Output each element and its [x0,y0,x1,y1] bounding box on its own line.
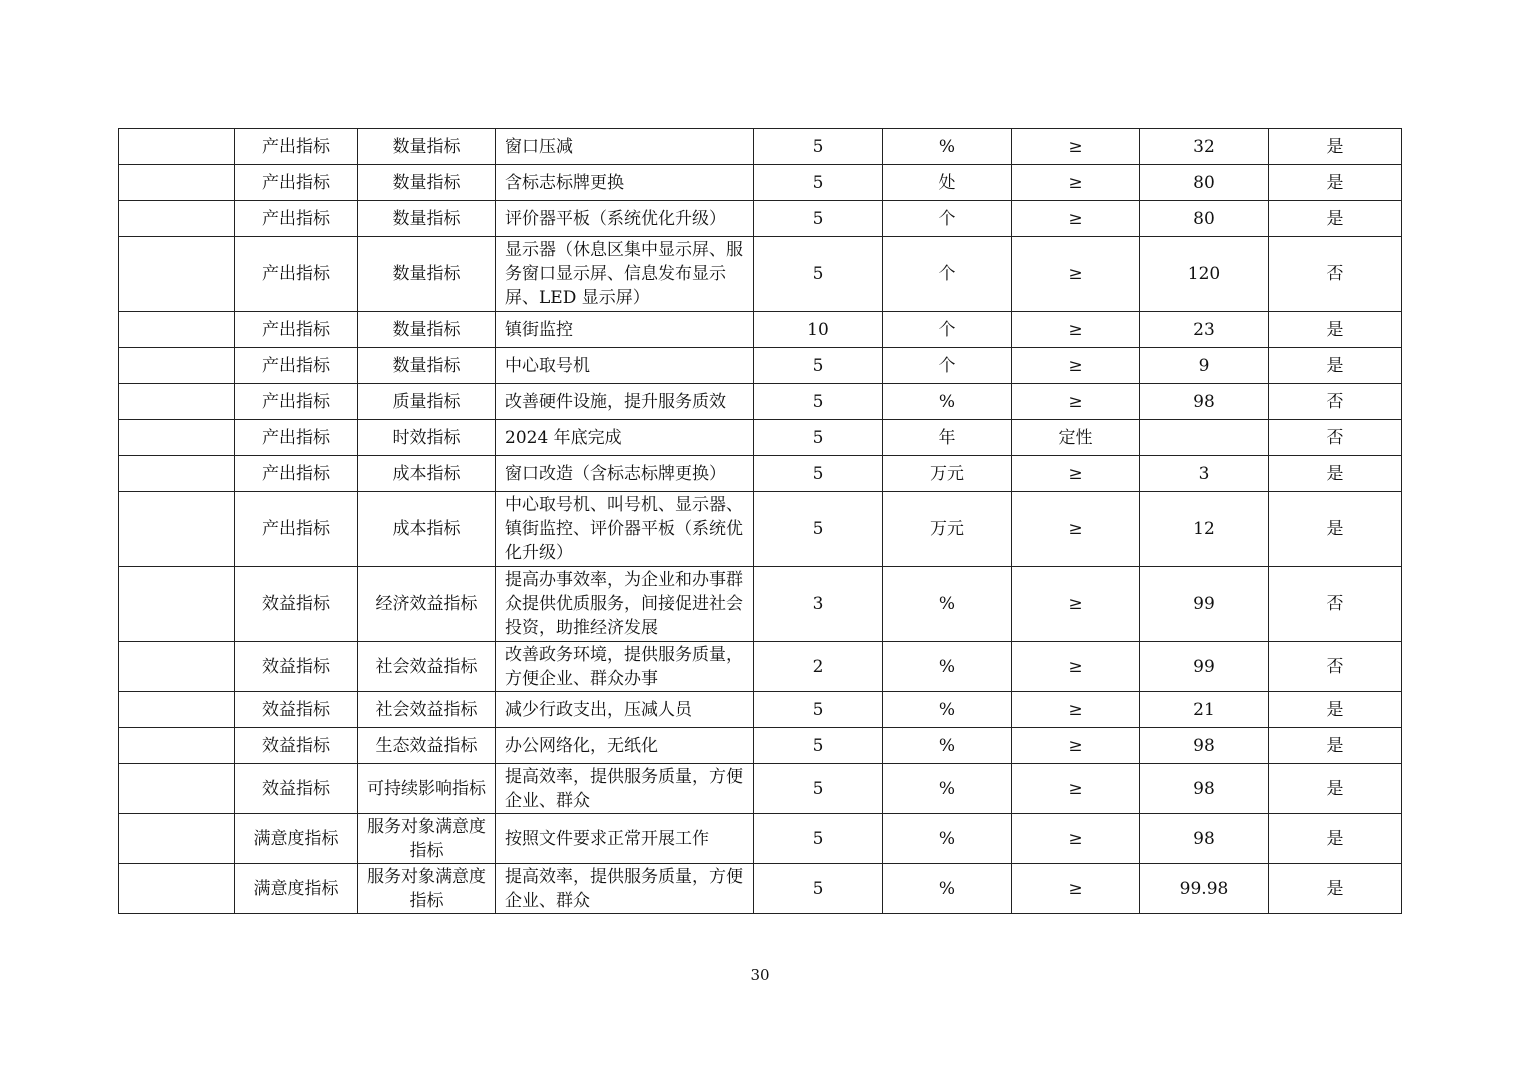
level2-indicator-cell: 社会效益指标 [358,692,496,728]
table-body [119,129,1402,914]
level1-indicator-cell: 效益指标 [235,692,358,728]
completed-cell: 否 [1269,237,1402,312]
target-value-cell: 98 [1140,814,1269,864]
weight-cell: 5 [754,420,883,456]
completed-cell: 是 [1269,692,1402,728]
project-cell [119,728,235,764]
unit-cell: 个 [883,201,1012,237]
completed-cell: 是 [1269,129,1402,165]
level2-indicator-cell: 生态效益指标 [358,728,496,764]
indicator-content-cell: 办公网络化，无纸化 [496,728,754,764]
project-cell [119,492,235,567]
completed-cell: 否 [1269,567,1402,642]
indicator-content-cell: 提高效率，提供服务质量，方便企业、群众 [496,864,754,914]
unit-cell: % [883,384,1012,420]
target-value-cell: 120 [1140,237,1269,312]
target-value-cell: 9 [1140,348,1269,384]
table-row [119,129,1402,165]
project-cell [119,456,235,492]
completed-cell: 是 [1269,864,1402,914]
performance-indicator-table [118,128,1402,914]
level2-indicator-cell: 质量指标 [358,384,496,420]
operator-cell: ≥ [1012,384,1140,420]
target-value-cell: 12 [1140,492,1269,567]
completed-cell: 是 [1269,165,1402,201]
level1-indicator-cell: 产出指标 [235,492,358,567]
table-row [119,420,1402,456]
level2-indicator-cell: 可持续影响指标 [358,764,496,814]
operator-cell: ≥ [1012,728,1140,764]
level2-indicator-cell: 社会效益指标 [358,642,496,692]
level1-indicator-cell: 效益指标 [235,764,358,814]
target-value-cell: 98 [1140,764,1269,814]
project-cell [119,864,235,914]
level1-indicator-cell: 产出指标 [235,237,358,312]
target-value-cell: 21 [1140,692,1269,728]
level1-indicator-cell: 产出指标 [235,129,358,165]
level1-indicator-cell: 产出指标 [235,420,358,456]
target-value-cell: 80 [1140,165,1269,201]
weight-cell: 2 [754,642,883,692]
unit-cell: % [883,692,1012,728]
indicator-content-cell: 减少行政支出，压减人员 [496,692,754,728]
level2-indicator-cell: 数量指标 [358,312,496,348]
indicator-content-cell: 镇街监控 [496,312,754,348]
project-cell [119,165,235,201]
level1-indicator-cell: 产出指标 [235,312,358,348]
weight-cell: 10 [754,312,883,348]
operator-cell: ≥ [1012,201,1140,237]
completed-cell: 是 [1269,456,1402,492]
level1-indicator-cell: 效益指标 [235,728,358,764]
project-cell [119,692,235,728]
completed-cell: 是 [1269,814,1402,864]
target-value-cell: 99.98 [1140,864,1269,914]
table-row [119,348,1402,384]
level1-indicator-cell: 效益指标 [235,642,358,692]
level2-indicator-cell: 服务对象满意度指标 [358,814,496,864]
indicator-content-cell: 改善政务环境，提供服务质量，方便企业、群众办事 [496,642,754,692]
operator-cell: ≥ [1012,692,1140,728]
completed-cell: 是 [1269,201,1402,237]
table-row [119,764,1402,814]
level2-indicator-cell: 数量指标 [358,201,496,237]
operator-cell: ≥ [1012,764,1140,814]
project-cell [119,567,235,642]
target-value-cell: 99 [1140,567,1269,642]
weight-cell: 5 [754,165,883,201]
level2-indicator-cell: 经济效益指标 [358,567,496,642]
operator-cell: ≥ [1012,567,1140,642]
unit-cell: % [883,642,1012,692]
target-value-cell: 3 [1140,456,1269,492]
level1-indicator-cell: 产出指标 [235,456,358,492]
table-row [119,237,1402,312]
level2-indicator-cell: 服务对象满意度指标 [358,864,496,914]
weight-cell: 5 [754,692,883,728]
level2-indicator-cell: 成本指标 [358,456,496,492]
level2-indicator-cell: 数量指标 [358,165,496,201]
project-cell [119,420,235,456]
operator-cell: ≥ [1012,492,1140,567]
operator-cell: ≥ [1012,237,1140,312]
unit-cell: 个 [883,237,1012,312]
operator-cell: ≥ [1012,642,1140,692]
indicator-content-cell: 改善硬件设施，提升服务质效 [496,384,754,420]
level1-indicator-cell: 产出指标 [235,165,358,201]
level1-indicator-cell: 满意度指标 [235,864,358,914]
project-cell [119,764,235,814]
unit-cell: % [883,129,1012,165]
operator-cell: 定性 [1012,420,1140,456]
unit-cell: % [883,764,1012,814]
table-row [119,456,1402,492]
indicator-content-cell: 含标志标牌更换 [496,165,754,201]
table-row [119,692,1402,728]
operator-cell: ≥ [1012,312,1140,348]
project-cell [119,384,235,420]
weight-cell: 5 [754,456,883,492]
table-row [119,864,1402,914]
operator-cell: ≥ [1012,165,1140,201]
target-value-cell: 98 [1140,384,1269,420]
project-cell [119,201,235,237]
unit-cell: 处 [883,165,1012,201]
weight-cell: 5 [754,814,883,864]
unit-cell: 个 [883,348,1012,384]
weight-cell: 5 [754,237,883,312]
operator-cell: ≥ [1012,814,1140,864]
unit-cell: % [883,814,1012,864]
weight-cell: 5 [754,492,883,567]
weight-cell: 5 [754,728,883,764]
level2-indicator-cell: 时效指标 [358,420,496,456]
level1-indicator-cell: 效益指标 [235,567,358,642]
page-number: 30 [750,966,770,984]
table-row [119,814,1402,864]
table-row [119,201,1402,237]
target-value-cell [1140,420,1269,456]
indicator-content-cell: 显示器（休息区集中显示屏、服务窗口显示屏、信息发布显示屏、LED 显示屏） [496,237,754,312]
level1-indicator-cell: 产出指标 [235,348,358,384]
operator-cell: ≥ [1012,456,1140,492]
unit-cell: 个 [883,312,1012,348]
weight-cell: 5 [754,129,883,165]
completed-cell: 否 [1269,384,1402,420]
level2-indicator-cell: 数量指标 [358,237,496,312]
level2-indicator-cell: 成本指标 [358,492,496,567]
completed-cell: 是 [1269,348,1402,384]
completed-cell: 是 [1269,764,1402,814]
operator-cell: ≥ [1012,864,1140,914]
table-row [119,312,1402,348]
completed-cell: 否 [1269,420,1402,456]
level2-indicator-cell: 数量指标 [358,348,496,384]
level1-indicator-cell: 满意度指标 [235,814,358,864]
indicator-content-cell: 窗口改造（含标志标牌更换） [496,456,754,492]
table-row [119,567,1402,642]
project-cell [119,237,235,312]
target-value-cell: 23 [1140,312,1269,348]
project-cell [119,814,235,864]
level1-indicator-cell: 产出指标 [235,201,358,237]
target-value-cell: 80 [1140,201,1269,237]
level1-indicator-cell: 产出指标 [235,384,358,420]
table-row [119,642,1402,692]
project-cell [119,642,235,692]
weight-cell: 5 [754,764,883,814]
project-cell [119,348,235,384]
indicator-content-cell: 2024 年底完成 [496,420,754,456]
operator-cell: ≥ [1012,348,1140,384]
table-row [119,728,1402,764]
unit-cell: 万元 [883,456,1012,492]
weight-cell: 5 [754,864,883,914]
indicator-content-cell: 中心取号机 [496,348,754,384]
indicator-content-cell: 窗口压减 [496,129,754,165]
target-value-cell: 32 [1140,129,1269,165]
project-cell [119,312,235,348]
completed-cell: 否 [1269,642,1402,692]
unit-cell: % [883,728,1012,764]
weight-cell: 3 [754,567,883,642]
indicator-content-cell: 评价器平板（系统优化升级） [496,201,754,237]
completed-cell: 是 [1269,312,1402,348]
target-value-cell: 98 [1140,728,1269,764]
operator-cell: ≥ [1012,129,1140,165]
unit-cell: % [883,864,1012,914]
weight-cell: 5 [754,384,883,420]
unit-cell: % [883,567,1012,642]
level2-indicator-cell: 数量指标 [358,129,496,165]
completed-cell: 是 [1269,492,1402,567]
indicator-content-cell: 按照文件要求正常开展工作 [496,814,754,864]
table-row [119,165,1402,201]
project-cell [119,129,235,165]
table-row [119,384,1402,420]
table-row [119,492,1402,567]
indicator-content-cell: 中心取号机、叫号机、显示器、镇街监控、评价器平板（系统优化升级） [496,492,754,567]
weight-cell: 5 [754,348,883,384]
indicator-content-cell: 提高效率，提供服务质量，方便企业、群众 [496,764,754,814]
target-value-cell: 99 [1140,642,1269,692]
unit-cell: 万元 [883,492,1012,567]
weight-cell: 5 [754,201,883,237]
unit-cell: 年 [883,420,1012,456]
indicator-content-cell: 提高办事效率，为企业和办事群众提供优质服务，间接促进社会投资，助推经济发展 [496,567,754,642]
completed-cell: 是 [1269,728,1402,764]
